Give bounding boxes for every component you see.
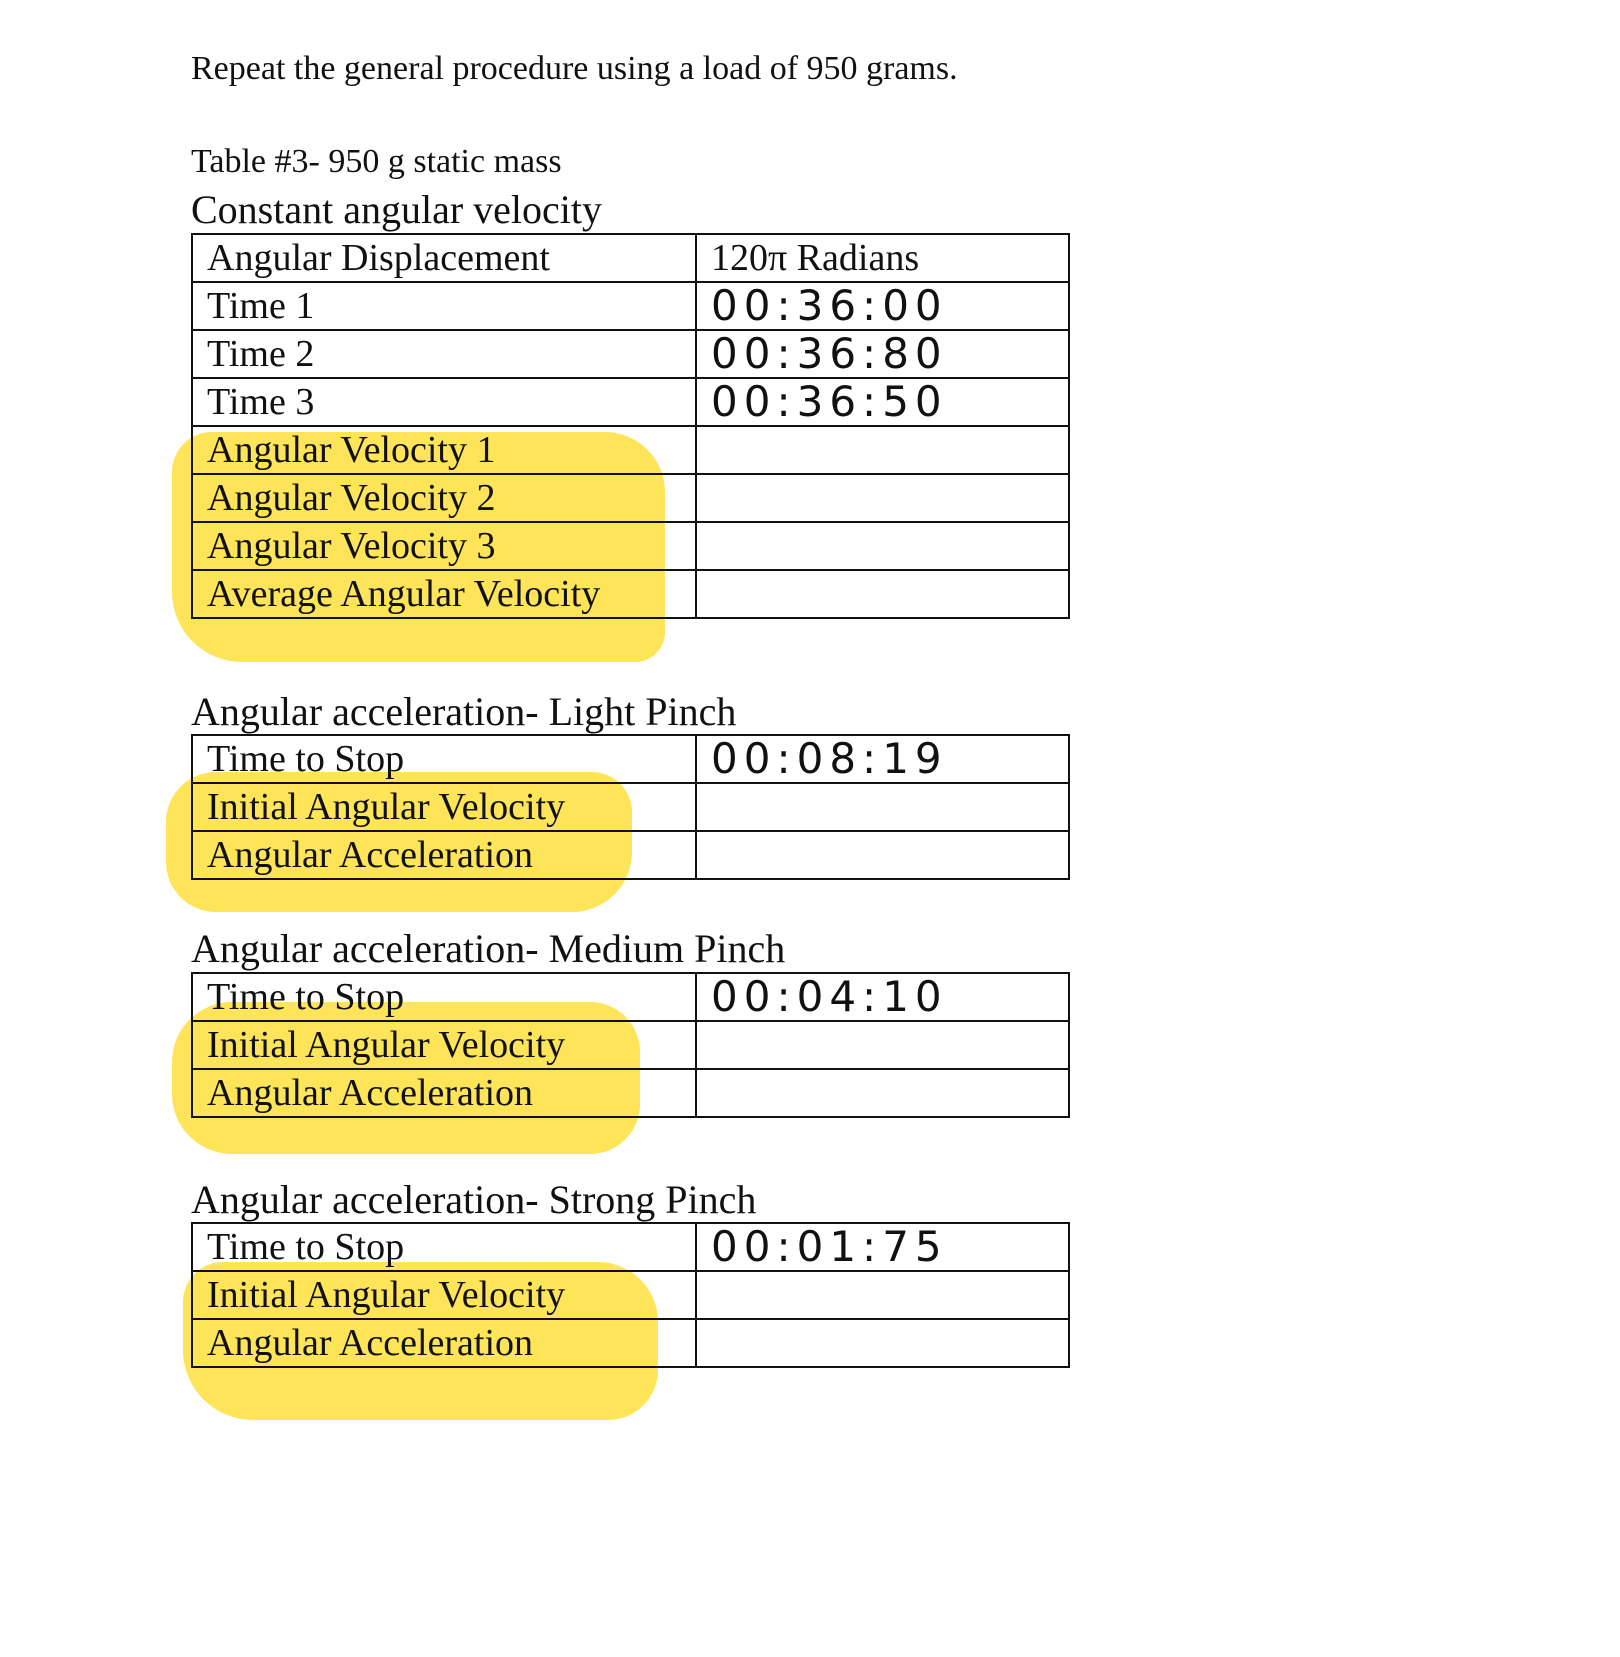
row-label: Angular Acceleration bbox=[192, 831, 696, 879]
handwritten-value: 00:36:50 bbox=[696, 378, 1069, 426]
row-label: Time to Stop bbox=[192, 735, 696, 783]
row-label: Angular Acceleration bbox=[192, 1069, 696, 1117]
row-label: Angular Velocity 1 bbox=[192, 426, 696, 474]
row-label: Time 3 bbox=[192, 378, 696, 426]
table-row bbox=[192, 783, 1069, 831]
row-value bbox=[696, 570, 1069, 618]
row-value bbox=[696, 831, 1069, 879]
row-value bbox=[696, 474, 1069, 522]
row-value bbox=[696, 426, 1069, 474]
row-value bbox=[696, 783, 1069, 831]
table-row bbox=[192, 474, 1069, 522]
strong-pinch-table bbox=[191, 1222, 1070, 1368]
light-pinch-table bbox=[191, 734, 1070, 880]
row-label: Initial Angular Velocity bbox=[192, 1021, 696, 1069]
intro-text: Repeat the general procedure using a load of 950 grams. bbox=[191, 50, 958, 87]
constant-velocity-title: Constant angular velocity bbox=[191, 187, 603, 232]
table-row bbox=[192, 1021, 1069, 1069]
row-label: Time to Stop bbox=[192, 973, 696, 1021]
light-pinch-title: Angular acceleration- Light Pinch bbox=[191, 689, 737, 734]
medium-pinch-table bbox=[191, 972, 1070, 1118]
row-label: Time to Stop bbox=[192, 1223, 696, 1271]
table-row bbox=[192, 735, 1069, 783]
row-value bbox=[696, 1271, 1069, 1319]
row-value: 120π Radians bbox=[696, 234, 1069, 282]
table-row bbox=[192, 1271, 1069, 1319]
table-row bbox=[192, 282, 1069, 330]
table-row bbox=[192, 1223, 1069, 1271]
table-row bbox=[192, 973, 1069, 1021]
table-row bbox=[192, 426, 1069, 474]
row-label: Average Angular Velocity bbox=[192, 570, 696, 618]
handwritten-value: 00:36:00 bbox=[696, 282, 1069, 330]
constant-velocity-table bbox=[191, 233, 1070, 619]
table-row bbox=[192, 330, 1069, 378]
row-value bbox=[696, 1021, 1069, 1069]
table-row bbox=[192, 234, 1069, 282]
handwritten-value: 00:04:10 bbox=[696, 973, 1069, 1021]
row-label: Initial Angular Velocity bbox=[192, 783, 696, 831]
row-label: Angular Displacement bbox=[192, 234, 696, 282]
table-row bbox=[192, 522, 1069, 570]
row-label: Time 1 bbox=[192, 282, 696, 330]
row-label: Time 2 bbox=[192, 330, 696, 378]
handwritten-value: 00:36:80 bbox=[696, 330, 1069, 378]
table-row bbox=[192, 831, 1069, 879]
row-label: Initial Angular Velocity bbox=[192, 1271, 696, 1319]
strong-pinch-title: Angular acceleration- Strong Pinch bbox=[191, 1177, 757, 1222]
table-row bbox=[192, 1319, 1069, 1367]
table-row bbox=[192, 378, 1069, 426]
row-value bbox=[696, 522, 1069, 570]
table-row bbox=[192, 1069, 1069, 1117]
row-value bbox=[696, 1319, 1069, 1367]
table-row bbox=[192, 570, 1069, 618]
row-label: Angular Acceleration bbox=[192, 1319, 696, 1367]
row-label: Angular Velocity 3 bbox=[192, 522, 696, 570]
row-label: Angular Velocity 2 bbox=[192, 474, 696, 522]
medium-pinch-title: Angular acceleration- Medium Pinch bbox=[191, 926, 786, 971]
table-caption: Table #3- 950 g static mass bbox=[191, 143, 562, 180]
handwritten-value: 00:08:19 bbox=[696, 735, 1069, 783]
handwritten-value: 00:01:75 bbox=[696, 1223, 1069, 1271]
row-value bbox=[696, 1069, 1069, 1117]
